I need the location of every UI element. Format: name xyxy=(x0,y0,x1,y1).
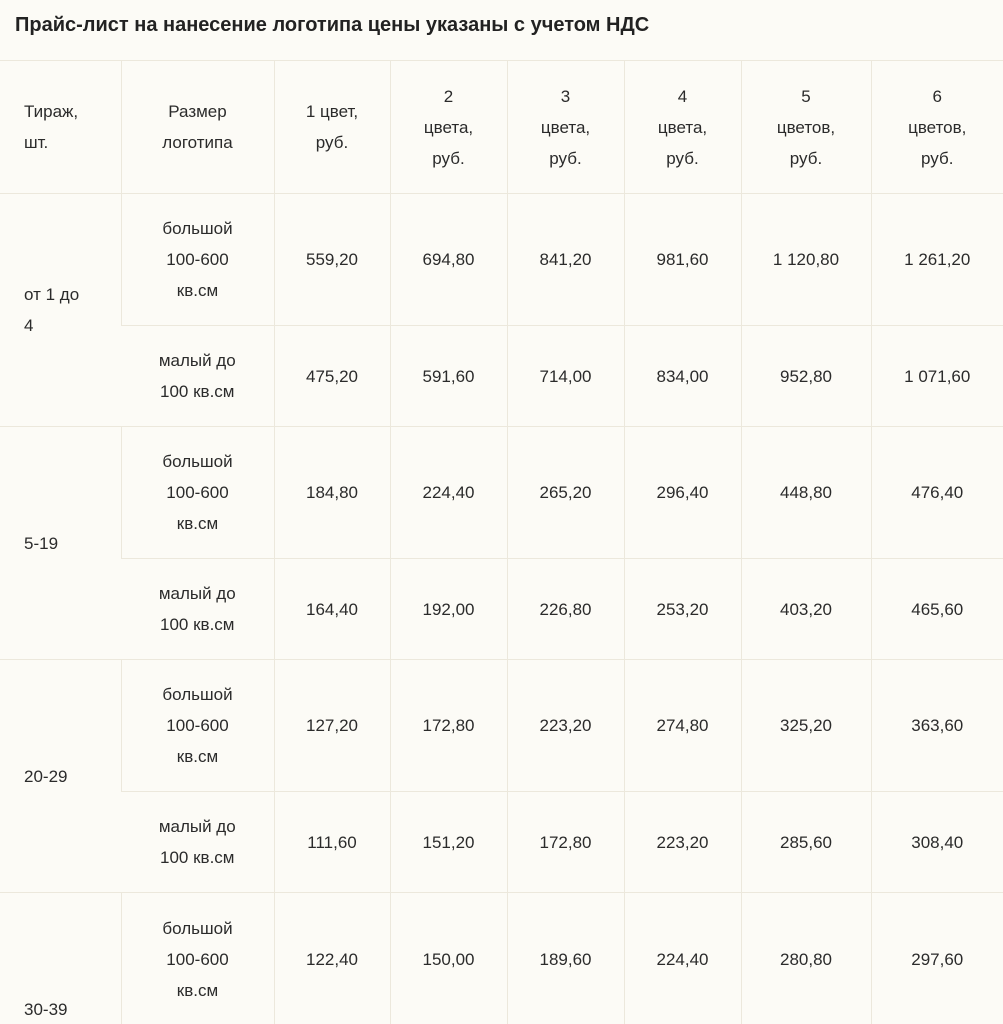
price-cell: 834,00 xyxy=(624,326,741,427)
logo-size-line: 100-600 xyxy=(166,483,229,502)
table-row xyxy=(0,427,1003,559)
header-4-colors xyxy=(624,61,741,194)
tiraz-cell xyxy=(0,893,121,1024)
price-cell: 224,40 xyxy=(624,893,741,1024)
logo-size-line: малый до xyxy=(158,584,236,603)
header-2-colors xyxy=(390,61,507,194)
logo-size-line: большой xyxy=(162,685,233,704)
price-cell: 308,40 xyxy=(871,792,1003,893)
header-1-color-line: руб. xyxy=(315,133,349,152)
header-2-colors-line: 2 xyxy=(443,86,454,106)
logo-size-cell xyxy=(121,893,274,1024)
header-2-colors-line: цвета, xyxy=(423,117,474,137)
header-5-colors xyxy=(741,61,871,194)
header-1-color-line: 1 цвет, xyxy=(305,102,359,121)
header-6-colors-line: 6 xyxy=(932,86,942,106)
logo-size-cell xyxy=(121,559,274,660)
logo-size-cell xyxy=(121,792,274,893)
tiraz-cell xyxy=(0,427,121,660)
price-cell: 274,80 xyxy=(624,660,741,792)
price-cell: 841,20 xyxy=(507,194,624,326)
header-tiraz xyxy=(0,61,121,194)
price-cell: 325,20 xyxy=(741,660,871,792)
price-cell: 694,80 xyxy=(390,194,507,326)
header-tiraz-line: Тираж, xyxy=(24,102,79,121)
header-6-colors xyxy=(871,61,1003,194)
price-cell: 223,20 xyxy=(507,660,624,792)
price-cell: 476,40 xyxy=(871,427,1003,559)
price-cell: 559,20 xyxy=(274,194,390,326)
logo-size-line: 100 кв.см xyxy=(160,848,235,867)
price-cell: 111,60 xyxy=(274,792,390,893)
price-cell: 591,60 xyxy=(390,326,507,427)
logo-size-cell xyxy=(121,326,274,427)
header-5-colors-line: цветов, xyxy=(776,117,836,137)
price-cell: 226,80 xyxy=(507,559,624,660)
logo-size-cell xyxy=(121,194,274,326)
table-row xyxy=(0,893,1003,1024)
price-cell: 952,80 xyxy=(741,326,871,427)
logo-size-line: 100-600 xyxy=(166,250,229,269)
header-6-colors-line: цветов, xyxy=(908,117,967,137)
header-3-colors xyxy=(507,61,624,194)
header-size-line: Размер xyxy=(168,102,227,121)
logo-size-line: кв.см xyxy=(176,747,219,766)
price-cell: 127,20 xyxy=(274,660,390,792)
price-cell: 223,20 xyxy=(624,792,741,893)
header-4-colors-line: цвета, xyxy=(657,117,708,137)
tiraz-cell xyxy=(0,660,121,893)
price-cell: 280,80 xyxy=(741,893,871,1024)
price-cell: 192,00 xyxy=(390,559,507,660)
price-cell: 403,20 xyxy=(741,559,871,660)
price-cell: 1 261,20 xyxy=(871,194,1003,326)
price-cell: 465,60 xyxy=(871,559,1003,660)
tiraz-line: 5-19 xyxy=(24,533,59,553)
price-cell: 189,60 xyxy=(507,893,624,1024)
tiraz-cell xyxy=(0,194,121,427)
logo-size-line: 100-600 xyxy=(166,949,229,969)
price-cell: 122,40 xyxy=(274,893,390,1024)
price-cell: 981,60 xyxy=(624,194,741,326)
logo-size-cell xyxy=(121,427,274,559)
header-4-colors-line: 4 xyxy=(677,86,688,106)
price-cell: 1 120,80 xyxy=(741,194,871,326)
logo-size-line: большой xyxy=(162,452,233,471)
price-cell: 285,60 xyxy=(741,792,871,893)
header-3-colors-line: 3 xyxy=(560,86,571,106)
header-3-colors-line: цвета, xyxy=(540,117,591,137)
price-cell: 224,40 xyxy=(390,427,507,559)
price-cell: 164,40 xyxy=(274,559,390,660)
price-cell: 363,60 xyxy=(871,660,1003,792)
page-title: Прайс-лист на нанесение логотипа цены указаны с учетом НДС xyxy=(15,14,650,36)
logo-size-line: большой xyxy=(162,918,233,938)
header-2-colors-line: руб. xyxy=(432,148,465,168)
logo-size-line: кв.см xyxy=(176,514,219,533)
price-cell: 714,00 xyxy=(507,326,624,427)
tiraz-line: 4 xyxy=(24,316,34,335)
table-row xyxy=(0,792,1003,893)
header-row xyxy=(0,61,1003,194)
tiraz-line: 20-29 xyxy=(24,766,68,786)
price-cell: 151,20 xyxy=(390,792,507,893)
price-cell: 1 071,60 xyxy=(871,326,1003,427)
header-tiraz-line: шт. xyxy=(24,133,49,152)
logo-size-cell xyxy=(121,660,274,792)
table-row xyxy=(0,559,1003,660)
logo-size-line: малый до xyxy=(158,351,236,370)
table-row xyxy=(0,326,1003,427)
table-row xyxy=(0,194,1003,326)
logo-size-line: 100 кв.см xyxy=(160,382,235,401)
price-cell: 150,00 xyxy=(390,893,507,1024)
price-cell: 253,20 xyxy=(624,559,741,660)
price-table xyxy=(0,60,1003,1024)
tiraz-line: от 1 до xyxy=(24,285,80,304)
price-cell: 265,20 xyxy=(507,427,624,559)
logo-size-line: 100-600 xyxy=(166,716,229,735)
header-1-color xyxy=(274,61,390,194)
logo-size-line: большой xyxy=(162,219,233,238)
header-5-colors-line: 5 xyxy=(801,86,811,106)
price-cell: 172,80 xyxy=(507,792,624,893)
table-row xyxy=(0,660,1003,792)
price-cell: 448,80 xyxy=(741,427,871,559)
header-5-colors-line: руб. xyxy=(789,148,823,168)
logo-size-line: 100 кв.см xyxy=(160,615,235,634)
header-3-colors-line: руб. xyxy=(549,148,582,168)
logo-size-line: кв.см xyxy=(176,281,219,300)
header-size xyxy=(121,61,274,194)
price-cell: 475,20 xyxy=(274,326,390,427)
header-6-colors-line: руб. xyxy=(921,148,954,168)
header-size-line: логотипа xyxy=(162,133,233,152)
price-cell: 297,60 xyxy=(871,893,1003,1024)
logo-size-line: кв.см xyxy=(176,980,219,1000)
header-4-colors-line: руб. xyxy=(666,148,699,168)
price-cell: 296,40 xyxy=(624,427,741,559)
logo-size-line: малый до xyxy=(158,817,236,836)
tiraz-line: 30-39 xyxy=(24,1000,68,1019)
price-cell: 184,80 xyxy=(274,427,390,559)
price-cell: 172,80 xyxy=(390,660,507,792)
